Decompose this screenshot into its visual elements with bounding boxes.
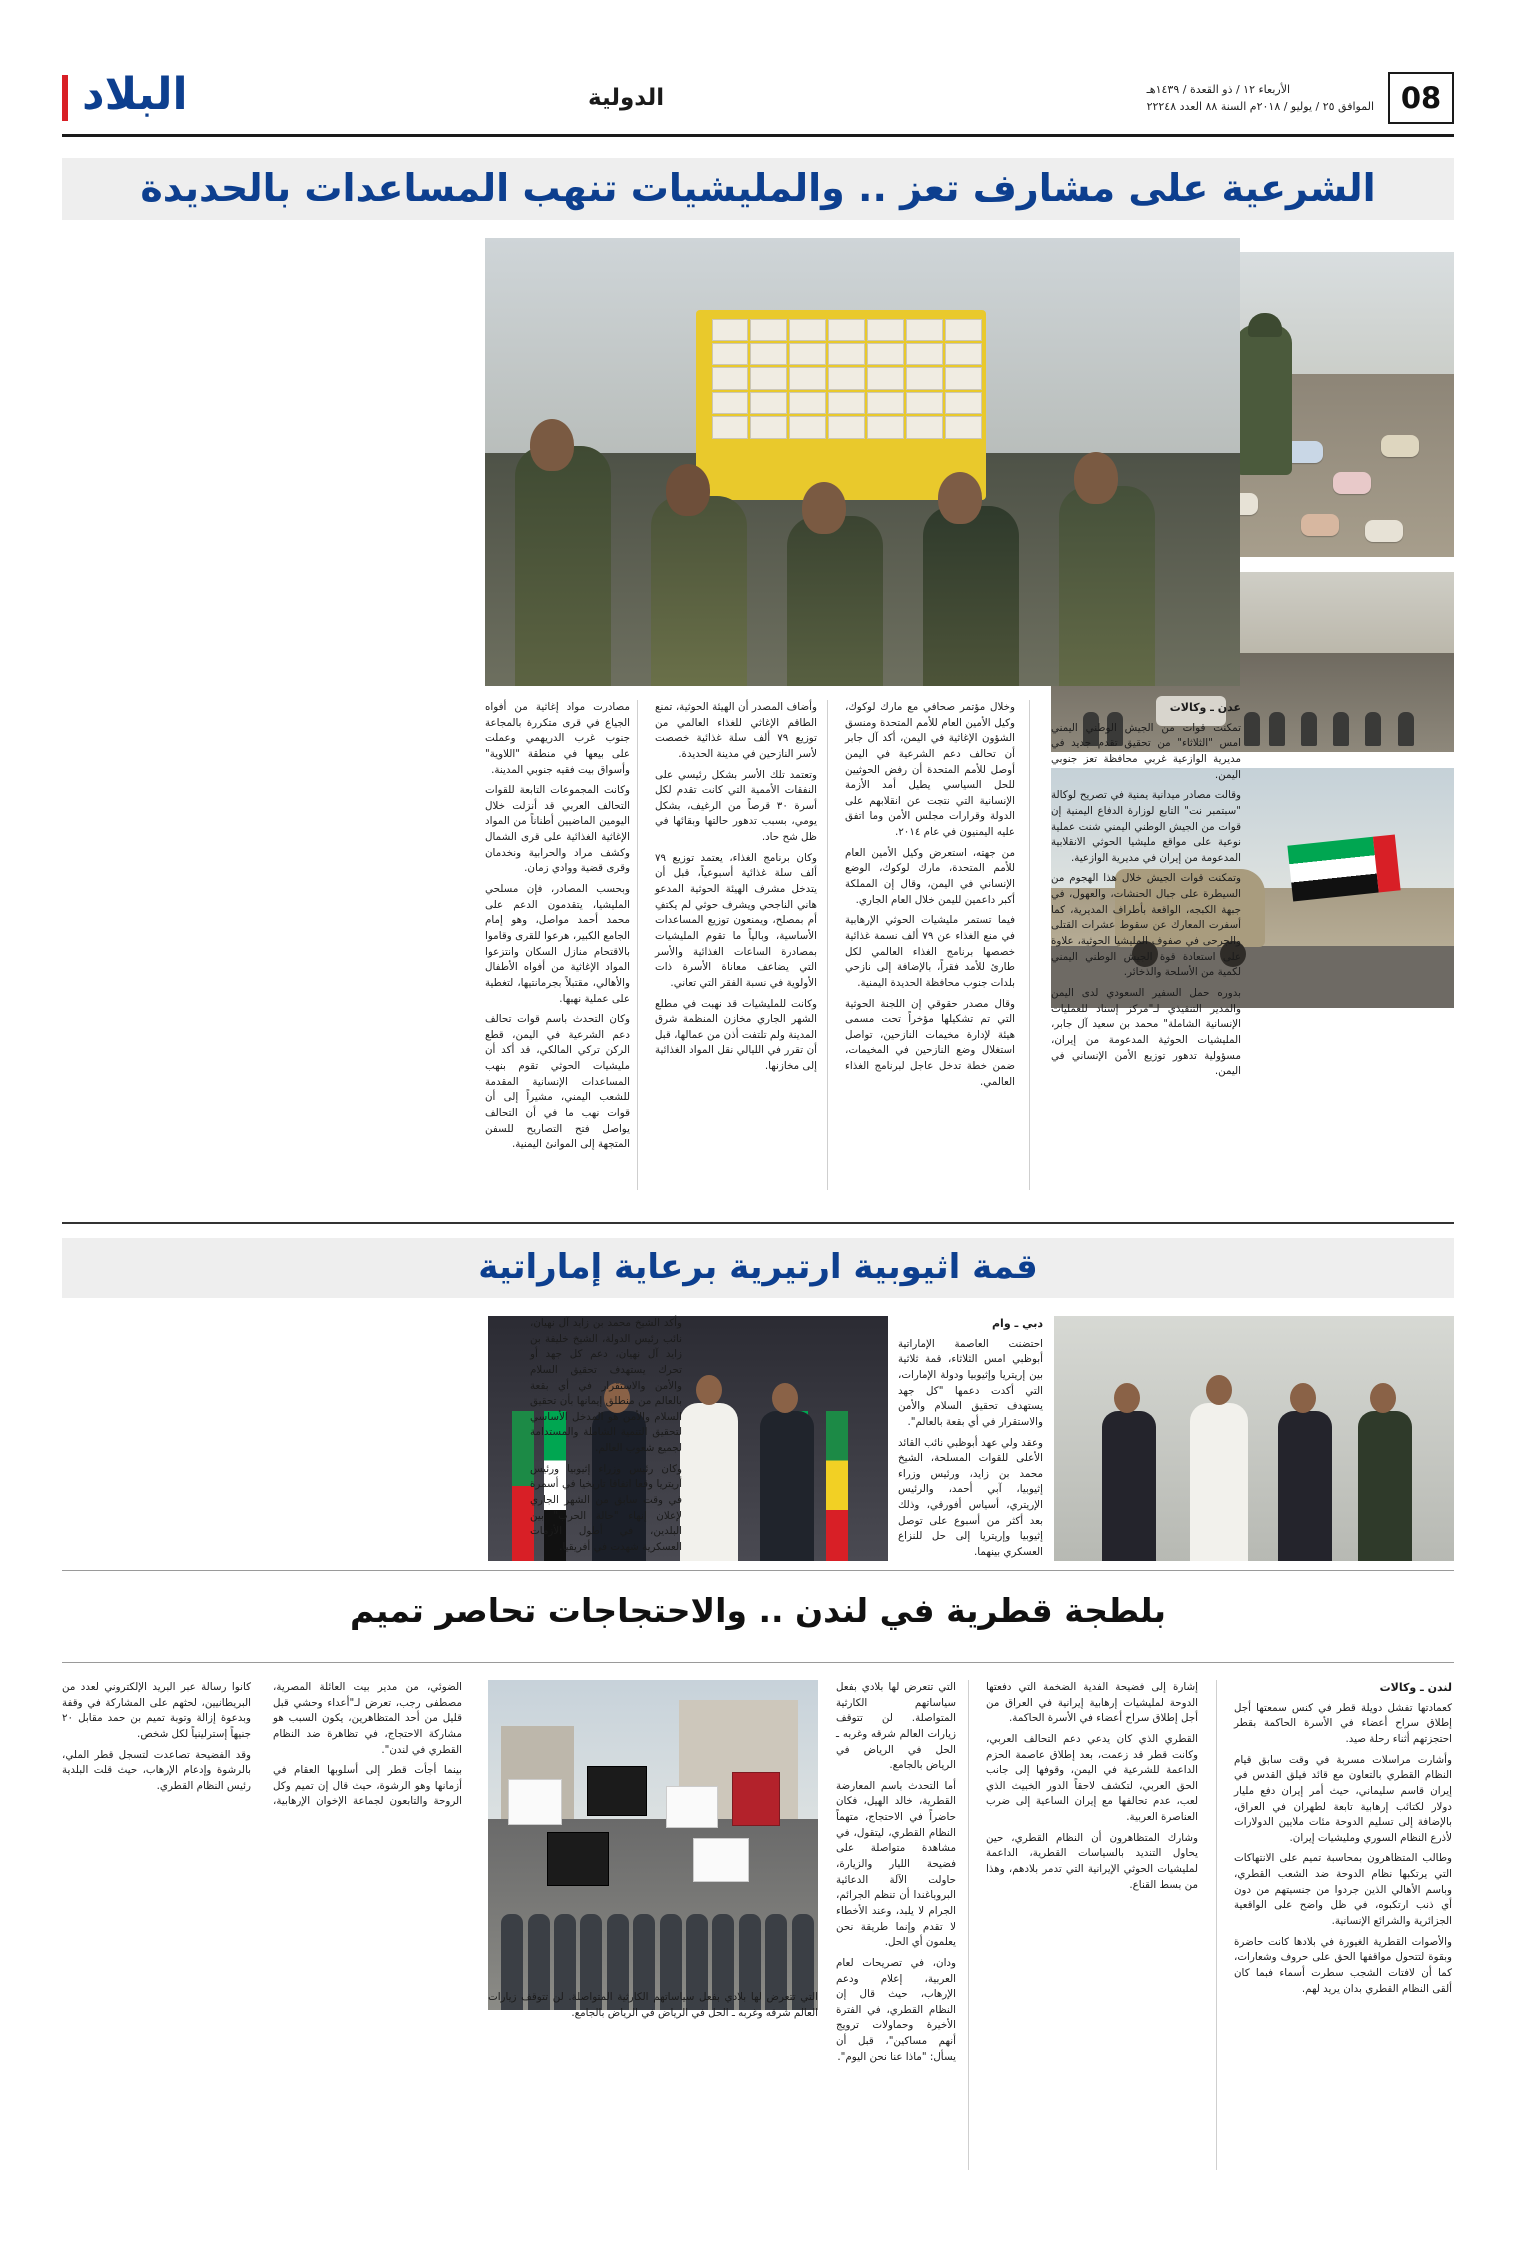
story3-column-3 bbox=[836, 1680, 956, 2070]
story1-column-right bbox=[1051, 700, 1241, 1085]
soldier-figure bbox=[1236, 325, 1292, 475]
paragraph: ودان، في تصريحات لعام العربية، إعلام ودعم الإرهاب، حيث قال إن النظام القطري، في الفترة الأخيرة وحماولات ترويج أنهم مساكين"، قبل أن يسأل: "ماذا عنا نحن اليوم". bbox=[836, 1956, 956, 2063]
paragraph: إشارة إلى فضيحة الفدية الضخمة التي دفعتها الدوحة لمليشيات إرهابية إيرانية في العراق من أجل إطلاق سراح أعضاء في الأسرة الحاكمة. bbox=[986, 1681, 1198, 1725]
date-hijri: الأربعاء ١٢ / ذو القعدة / ١٤٣٩هـ bbox=[1146, 82, 1291, 96]
paragraph: مصادرت مواد إغاثية من أفواه الجياع في قرى متكررة بالمجاعة جنوب غرب الدريهمي وعملت على بيعها في منطقة "اللاوية" وأسواق بيت فقيه جنوبي المدينة. bbox=[485, 701, 630, 776]
column-rule bbox=[968, 1680, 969, 2170]
paragraph: وشارك المتظاهرون أن النظام القطري، حين يحاول التنديد بالسياسات القطرية، الداعمة لمليشيات الحوثي الإيرانية التي تدمر بلادهم، وهذا من بسط القناع. bbox=[986, 1831, 1198, 1891]
paragraph: وقد الفضيحة تصاعدت لتسجل قطر الملي، بالرشوة وإدعام الإرهاب، حيث قلت البلدية رئيس النظام القطري. bbox=[62, 1748, 251, 1792]
paragraph: وأشارت مراسلات مسربة في وقت سابق قيام النظام القطري بالتعاون مع قائد فيلق القدس في إيران قاسم سليماني، حيث أمر إيران دفع مليار دولار لكتائب إرهابية تابعة لطهران في العراق، بالإضافة إلى تسليم الدوحة مئات ملايين الدولارات لأذرع النظام السوري ومليشيات إيران. bbox=[1234, 1753, 1452, 1844]
paragraph: بينما أجأت قطر إلى أسلوبها العقام في أزمانها وهو الرشوة، حيث قال إن تميم وكل الروحة والتابعون لجماعة الإخوان الإرهابية، كانوا رسالة عبر البريد الإلكتروني لعدد من البريطانيين، لحثهم على المشاركة في وقفة وبدعوة إزالة وتوبة تميم بن حمد مقابل ٢٠ جنيهاً إسترلينياً لكل شخص. bbox=[62, 1681, 462, 1808]
column-rule bbox=[827, 700, 828, 1190]
paragraph: وتمكنت قوات الجيش خلال هذا الهجوم من السيطرة على جبال الحنشات، والعهول، في جبهة الكبجه، الواقعة بأطراف المديرية، كما أسفرت المعارك عن سقوط عشرات القتلى والجرحى في صفوف المليشيا الحوثية، علاوة على استعادة قوة الجيش الوطني اليمني لكمية من الأسلحة والذخائر. bbox=[1051, 872, 1241, 979]
section-divider bbox=[62, 1222, 1454, 1224]
column-rule bbox=[637, 700, 638, 1190]
story1-headline-band bbox=[62, 158, 1454, 220]
story1-headline: الشرعية على مشارف تعز .. والمليشيات تنهب المساعدات بالحديدة bbox=[140, 166, 1376, 211]
paragraph: التي تتعرض لها بلادي بفعل سياساتهم الكارثية المتواصلة. لن تتوقف زيارات العالم شرقه وغربه ـ الحل في الرياض في الرياض بالجامع. bbox=[836, 1681, 956, 1772]
story1-column-mid-right bbox=[845, 700, 1015, 1095]
paragraph: بدوره حمل السفير السعودي لدى اليمن والمدير التنفيذي لـ"مركز إسناد للعمليات الإنسانية الشاملة" محمد بن سعيد آل جابر، المليشيات الحوثية المدعومة من إيران، مسؤولية تدهور توزيع الأمن الإنساني في اليمن. bbox=[1051, 986, 1241, 1078]
issue-dateline bbox=[1147, 81, 1374, 115]
paragraph: وطالب المتظاهرون بمحاسبة تميم على الانتهاكات التي يرتكبها نظام الدوحة ضد الشعب القطري، وباسم الأهالي الذين جردوا من جنسيتهم من دون أي ذنب ارتكبوه، في ظل واضح على الواقعية الجزائرية والشرائع الإنسانية. bbox=[1234, 1852, 1452, 1928]
paragraph: وتعتمد تلك الأسر بشكل رئيسي على النفقات الأممية التي كانت تقدم لكل أسرة ٣٠ قرصاً من الرغيف، بشكل يومي، بسبب تدهور حالتها وبقائها في ظل شح حاد. bbox=[655, 768, 817, 844]
story1-column-mid-left bbox=[655, 700, 817, 1080]
paragraph: وعقد ولي عهد أبوظبي نائب القائد الأعلى للقوات المسلحة، الشيخ محمد بن زايد، ورئيس وزراء إثيوبيا، آبي أحمد، والرئيس الإريتري، أسياس أفورقي، وذلك بعد أكثر من أسبوع على توصل إثيوبيا وإريتريا إلى حل للنزاع العسكري بينهما. bbox=[898, 1436, 1043, 1559]
story2-column-left bbox=[530, 1316, 682, 1561]
story2-headline-band bbox=[62, 1238, 1454, 1298]
photo-aid-truck-main bbox=[485, 238, 1240, 686]
newspaper-logo bbox=[62, 71, 196, 125]
story3-headline-band bbox=[62, 1582, 1454, 1640]
paragraph: من جهته، استعرض وكيل الأمين العام للأمم المتحدة، مارك لوكوك، الوضع الإنساني في اليمن، وقال إن المملكة أكبر داعمين لليمن خلال العام الجاري. bbox=[845, 846, 1015, 906]
paragraph: والأصوات القطرية الغيورة في بلادها كانت حاضرة وبقوة لتتحول مواقفها الحق على حروف وشعارات، كما أن لافتات الشجب سطرت أسماء فبما كان ألقى النظام القطري بدان يريد لهم. bbox=[1234, 1935, 1452, 1995]
paragraph: وكان التحدث باسم قوات تحالف دعم الشرعية في اليمن، قطع الركن تركي المالكي، قد أكد أن مليشيات الحوثي تقوم بنهب المساعدات الإنسانية المقدمة للشعب اليمني، مشيراً إلى أن قوات نهب ما في أن التحالف يواصل فتح التصاريح للسفن المتجهة إلى الموانئ اليمنية. bbox=[485, 1013, 630, 1151]
paragraph: تمكنت قوات من الجيش الوطني اليمني امس "الثلاثاء" من تحقيق تقدم جديد في مديرية الوازعية غربي محافظة تعز جنوبي اليمن. bbox=[1051, 721, 1241, 781]
paragraph: احتضنت العاصمة الإماراتية أبوظبي امس الثلاثاء، قمة ثلاثية بين إريتريا وإثيوبيا ودولة الإمارات، التي أكدت دعمها "كل جهد يستهدف تحقيق السلام والأمن والاستقرار في أي بقعة بالعالم". bbox=[898, 1337, 1043, 1428]
story3-column-4 bbox=[62, 1680, 462, 1810]
section-divider bbox=[62, 1662, 1454, 1663]
photo-london-protest bbox=[488, 1680, 818, 2010]
column-rule bbox=[1029, 700, 1030, 1190]
paragraph: وكانت للمليشيات قد نهبت في مطلع الشهر الجاري مخازن المنظمة شرق المدينة ولم تلتفت أذن من عمالها، قبل أن تقرر في الليالي نقل المواد الغذائية إلى مخازنها. bbox=[655, 997, 817, 1073]
column-rule bbox=[1216, 1680, 1217, 2170]
story2-headline: قمة اثيوبية ارتيرية برعاية إماراتية bbox=[478, 1247, 1038, 1288]
section-divider bbox=[62, 1570, 1454, 1571]
paragraph: وأضاف المصدر أن الهيئة الحوثية، تمنع الطاقم الإغاثي للغذاء العالمي من توزيع ٧٩ ألف سلة غذائية خصصت لأسر النازحين في مدينة الحديدة. bbox=[655, 701, 817, 760]
masthead-right-group bbox=[1147, 72, 1454, 124]
story3-dateline: لندن ـ وكالات bbox=[1379, 1681, 1452, 1694]
paragraph: فيما تستمر مليشيات الحوثي الإرهابية في منع الغذاء عن ٧٩ ألف نسمة غذائية خصصها برنامج الغذاء العالمي لكل طارئ للأمد فقراً، بالإضافة إلى نازحي بلدات جنوب محافظة الحديدة اليمنية. bbox=[845, 914, 1015, 989]
logo-wordmark: البلاد bbox=[82, 69, 188, 120]
story2-dateline: دبي ـ وام bbox=[992, 1317, 1043, 1330]
paragraph: وقال مصدر حقوقي إن اللجنة الحوثية التي تم تشكيلها مؤخراً تحت مسمى هيئة لإدارة مخيمات النازحين، تواصل استغلال وضع النازحين في المخيمات، ضمن خطة تدخل عاجل لبرنامج الغذاء العالمي. bbox=[845, 997, 1015, 1088]
aid-carton-stack bbox=[712, 319, 982, 439]
uae-flag bbox=[1287, 835, 1400, 902]
paragraph: وكان رئيس وزراء إثيوبيا ورئيس أريتريا وقعا اتفاقا تاريخيا في أسمرة في وقت سابق من الشهر الجاري لإعلان إنهاء "حالة الحرب" بين البلدين، في أطول الأزمات العسكرية شهدت في أفريقيا. bbox=[530, 1462, 682, 1553]
paragraph: أما التحدث باسم المعارضة القطرية، خالد الهيل، فكان حاضراً في الاحتجاج، متهماً النظام القطري، ليتقول، في مشاهدة متواصلة على فضيحة الليار والزيارة، حاولت الآلة الدعائية البروباغندا أن تنظم الجرائم، الجرام لا يلبد، وعند الأخطاء لا تقدم وإنما طريقة نحن يعلمون أي الحل. bbox=[836, 1779, 956, 1949]
story1-dateline: عدن ـ وكالات bbox=[1169, 701, 1241, 714]
page-number: 08 bbox=[1388, 72, 1454, 124]
paragraph: وبحسب المصادر، فإن مسلحي المليشيا، يتقدمون الدعم على محمد أحمد مواصل، وهو إمام الجامع الكبير، هرعوا للقرى وقاموا بالاقتحام منازل السكان وانتزعوا المواد الإغاثية من أفواه الأطفال والأهالي، مقتبلاً بجرمانتيها، لتغطية على عملية نهبها. bbox=[485, 883, 630, 1005]
story3-photo-caption-area bbox=[488, 1990, 818, 2026]
story2-column-right bbox=[898, 1316, 1043, 1566]
story1-column-left bbox=[485, 700, 630, 1158]
paragraph: وخلال مؤتمر صحافي مع مارك لوكوك، وكيل الأمين العام للأمم المتحدة ومنسق الشؤون الإغاثية في اليمن، أكد آل جابر أن تحالف دعم الشرعية في اليمن أوصل للأمم المتحدة أن رفض الحوثيين للحل السياسي يطيل أمد الأزمة الإنسانية التي نتجت عن انقلابهم على الدولة وقرارات مجلس الأمن وما اتفق عليه اليمنيون في عام ٢٠١٤. bbox=[845, 701, 1015, 839]
paragraph: وكان برنامج الغذاء، يعتمد توزيع ٧٩ ألف سلة غذائية أسبوعياً، قبل أن يتدخل مشرف الهيئة الحوثية المدعو هاني الناجحي ويشرف حوثي لم يكتفِ أم بمصلح، ويمنعون توزيع المساعدات الأساسية، وبالياً ما تقوم المليشيات بمصادرة الساعات الغذائية والأسر التي يضاعف معاناة الأسرة ذات الأولوية في نسبة الفقر التي تعاني. bbox=[655, 851, 817, 989]
date-gregorian: الموافق ٢٥ / يوليو / ٢٠١٨م السنة ٨٨ العدد ٢٢٢٤٨ bbox=[1146, 100, 1374, 113]
paragraph: القطري الذي كان يدعي دعم التحالف العربي، وكانت قطر قد زعمت، بعد إطلاق عاصمة الحزم الداعمة للشرعية في اليمن، وقوفها إلى جانب الحق العربي، لتكشف لاحقاً الدور الخبيث الذي لعب، عدم تحالفها مع إيران الساعية إلى ضرب العناصرة العربية. bbox=[986, 1732, 1198, 1824]
photo-leaders-walking bbox=[1054, 1316, 1454, 1561]
paragraph: وأكد الشيخ محمد بن زايد آل نهيان، نائب رئيس الدولة، الشيخ خليفة بن زايد آل نهيان، دعم كل جهد أو تحرك يستهدف تحقيق السلام والأمن والاستقرار في أي بقعة بالعالم من منطلق إيمانها بأن تحقيق السلام والأمن هو المدخل الأساسي لتحقيق التنمية الشاملة والمستدامة لجميع شعوب العالم. bbox=[530, 1317, 682, 1455]
paragraph: كعمادتها تفشل دويلة قطر في كنس سمعتها أجل إطلاق سراح أعضاء في الأسرة الحاكمة بقطر احتجزتهم أثناء رحلة صيد. bbox=[1234, 1701, 1452, 1745]
section-title: الدولية bbox=[588, 85, 665, 111]
story3-column-2 bbox=[986, 1680, 1198, 1898]
logo-accent-bar bbox=[62, 75, 68, 121]
story3-headline: بلطجة قطرية في لندن .. والاحتجاجات تحاصر تميم bbox=[349, 1591, 1167, 1631]
paragraph: وكانت المجموعات التابعة للقوات التحالف العربي قد أنزلت خلال اليومين الماضيين أطناناً من المواد الإغاثية الغذائية على قرى الشمال وكشف مراد والحرابية ونخدمان وقرى قضية ووادي زمان. bbox=[485, 784, 630, 875]
paragraph: الضوئي، من مدير بيت العائلة المصرية، مصطفى رجب، تعرض لـ"أعداء وحشي قبل قليل من أحد المتظاهرين، يكون السبب هو مشاركة الاحتجاج، في تظاهرة ضد النظام القطري في لندن". bbox=[273, 1681, 462, 1756]
paragraph: وقالت مصادر ميدانية يمنية في تصريح لوكالة "سبتمبر نت" التابع لوزارة الدفاع اليمنية إن قوات من الجيش الوطني اليمني شنت عملية نوعية على مواقع مليشيا الحوثي الانقلابية المدعومة من إيران في مديرية الوازعية. bbox=[1051, 789, 1241, 864]
story3-column-1 bbox=[1234, 1680, 1452, 2002]
paragraph: التي تتعرض لها بلادي بفعل سياساتهم الكارثية المتواصلة. لن تتوقف زيارات العالم شرقه وغربه ـ الحل في الرياض في الرياض بالجامع. bbox=[488, 1991, 818, 2019]
masthead bbox=[62, 62, 1454, 137]
